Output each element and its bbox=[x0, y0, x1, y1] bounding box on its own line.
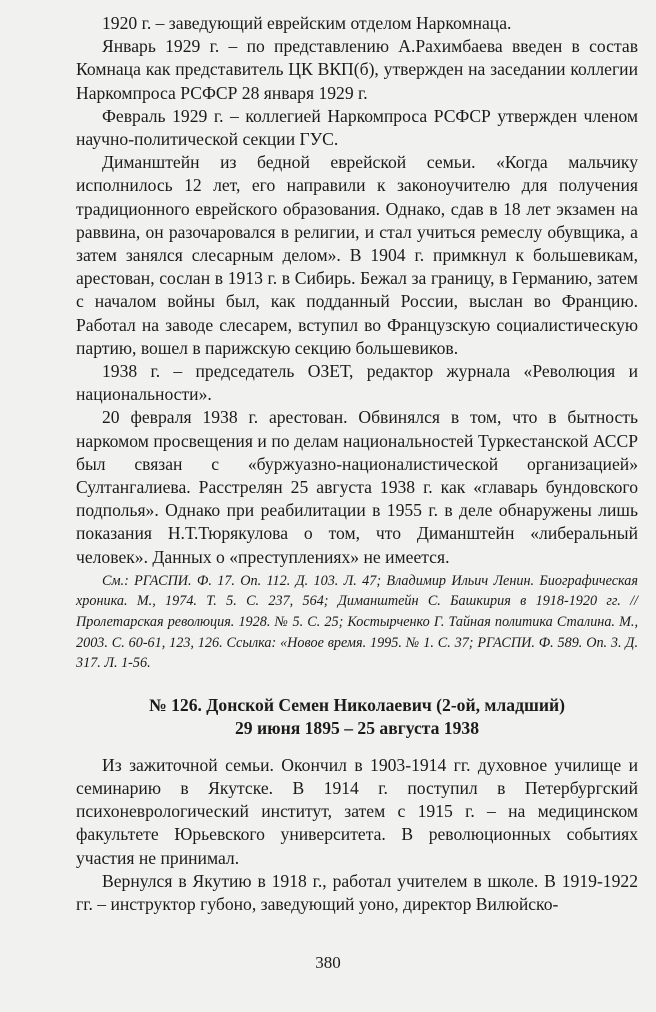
paragraph-origin: Из зажиточной семьи. Окончил в 1903-1914 гг. духовное училище и семинарию в Якутске. В 1914 г. поступил в Петербургский психоневрологический институт, затем с 1915 г. – на медицинском факультете Юрьевского университета. В революционных событиях участия не принимал. bbox=[76, 754, 638, 868]
paragraph-feb-1929: Февраль 1929 г. – коллегией Наркомпроса РСФСР утвержден членом научно-политической секции ГУС. bbox=[76, 105, 638, 150]
paragraph-biography: Диманштейн из бедной еврейской семьи. «Когда мальчику исполнилось 12 лет, его направили к законоучителю для получения традиционного еврейского образования. Однако, сдав в 18 лет экзамен на раввина, он разочаровался в религии, и стал учиться ремеслу обувщика, а затем занялся слесарным делом». В 1904 г. примкнул к большевикам, арестован, сослан в 1913 г. в Сибирь. Бежал за границу, в Германию, затем с началом войны был, как подданный России, выслан во Францию. Работал на заводе слесарем, вступил во Французскую социалистическую партию, вошел в парижскую секцию большевиков. bbox=[76, 152, 638, 358]
paragraph-1920: 1920 г. – заведующий еврейским отделом Наркомнаца. bbox=[102, 13, 512, 33]
entry-heading-name: № 126. Донской Семен Николаевич (2-ой, младший) bbox=[149, 694, 565, 715]
paragraph-jan-1929: Январь 1929 г. – по представлению А.Рахимбаева введен в состав Комнаца как представитель ЦК ВКП(б), утвержден на заседании коллегии Наркомпроса РСФСР 28 января 1929 г. bbox=[76, 36, 638, 103]
paragraph-arrest: 20 февраля 1938 г. арестован. Обвинялся в том, что в бытность наркомом просвещения и по делам национальностей Туркестанской АССР был связан с «буржуазно-националистической организацией» Султангалиева. Расстрелян 25 августа 1938 г. как «главарь бундовского подполья». Однако при реабилитации в 1955 г. в деле обнаружены лишь показания Н.Т.Тюрякулова о том, что Диманштейн «либеральный человек». Данных о «преступлениях» не имеется. bbox=[76, 407, 638, 567]
paragraph-return: Вернулся в Якутию в 1918 г., работал учителем в школе. В 1919-1922 гг. – инструктор губоно, заведующий уоно, директор Вилюйско- bbox=[76, 870, 638, 915]
sources-note: См.: РГАСПИ. Ф. 17. Оп. 112. Д. 103. Л. 47; Владимир Ильич Ленин. Биографическая хроника. М., 1974. Т. 5. С. 237, 564; Диманштейн С. Башкирия в 1918-1920 гг. // Пролетарская революция. 1928. № 5. С. 25; Костырченко Г. Тайная политика Сталина. М., 2003. С. 60-61, 123, 126. Ссылка: «Новое время. 1995. № 1. С. 37; РГАСПИ. Ф. 589. Оп. 3. Д. 317. Л. 1-56. bbox=[76, 572, 638, 672]
entry-heading bbox=[76, 694, 638, 740]
entry-heading-dates: 29 июня 1895 – 25 августа 1938 bbox=[235, 717, 479, 738]
page-text bbox=[76, 12, 638, 916]
paragraph-1938: 1938 г. – председатель ОЗЕТ, редактор журнала «Революция и национальности». bbox=[76, 361, 638, 405]
page-number: 380 bbox=[315, 953, 341, 972]
